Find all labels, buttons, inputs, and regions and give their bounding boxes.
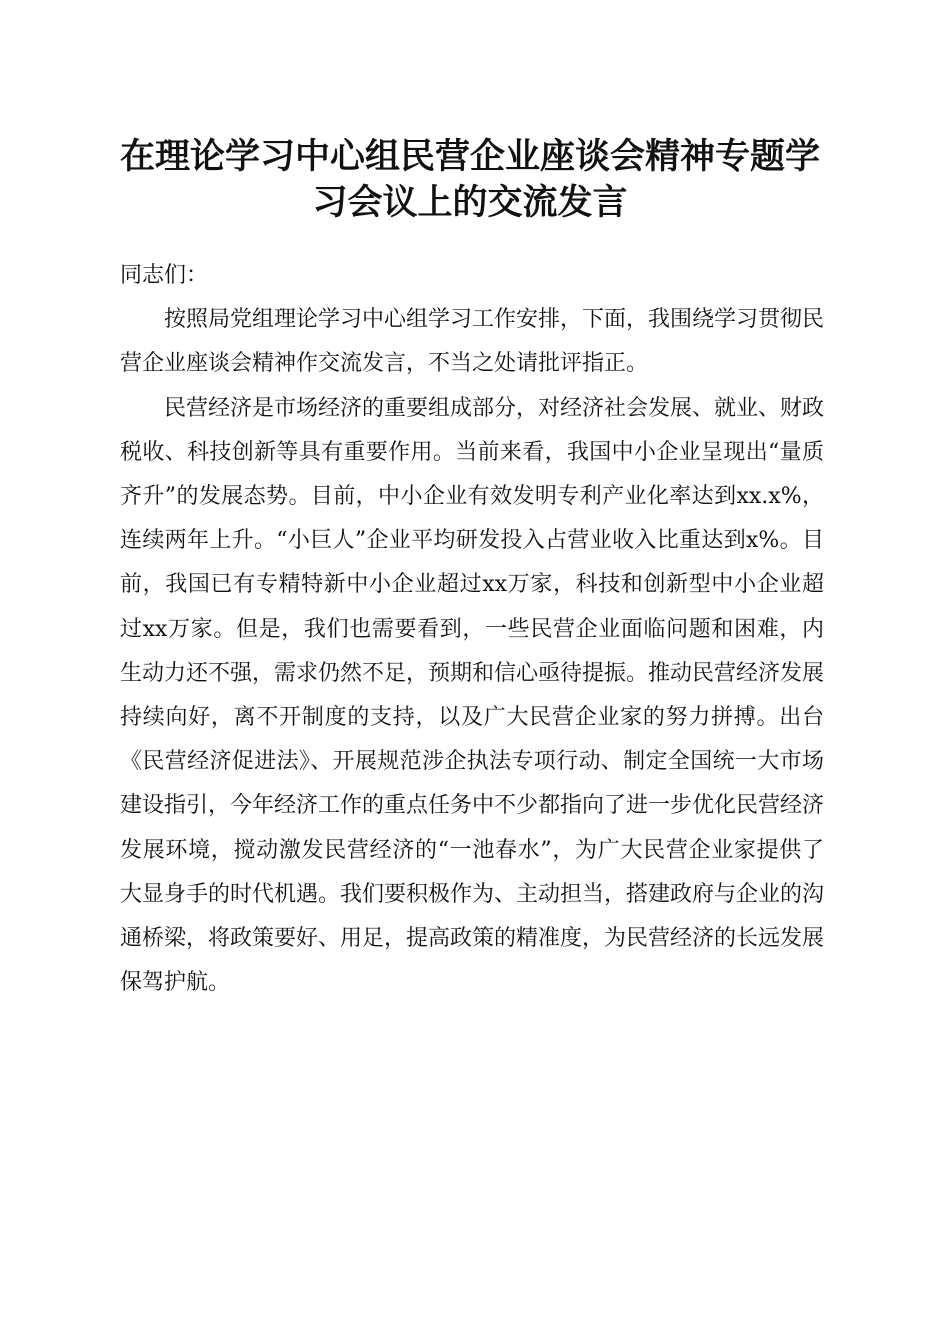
title-line-1: 在理论学习中心组民营企业座谈会精神专题学: [119, 136, 820, 177]
document-body: [120, 254, 824, 1005]
paragraph-1: 按照局党组理论学习中心组学习工作安排，下面，我围绕学习贯彻民营企业座谈会精神作交流发言，不当之处请批评指正。: [120, 307, 825, 377]
title-line-2: 习会议上的交流发言: [312, 182, 628, 223]
document-title: [112, 134, 828, 226]
paragraph-2: 民营经济是市场经济的重要组成部分，对经济社会发展、就业、财政税收、科技创新等具有重要作用。当前来看，我国中小企业呈现出“量质齐升”的发展态势。目前，中小企业有效发明专利产业化率达到xx.x%，连续两年上升。“小巨人”企业平均研发投入占营业收入比重达到x%。目前，我国已有专精特新中小企业超过xx万家，科技和创新型中小企业超过xx万家。但是，我们也需要看到，一些民营企业面临问题和困难，内生动力还不强，需求仍然不足，预期和信心亟待提振。推动民营经济发展持续向好，离不开制度的支持，以及广大民营企业家的努力拼搏。出台《民营经济促进法》、开展规范涉企执法专项行动、制定全国统一大市场建设指引，今年经济工作的重点任务中不少都指向了进一步优化民营经济发展环境，搅动激发民营经济的“一池春水”，为广大民营企业家提供了大显身手的时代机遇。我们要积极作为、主动担当，搭建政府与企业的沟通桥梁，将政策要好、用足，提高政策的精准度，为民营经济的长远发展保驾护航。: [120, 395, 825, 996]
salutation: 同志们：: [120, 263, 209, 288]
